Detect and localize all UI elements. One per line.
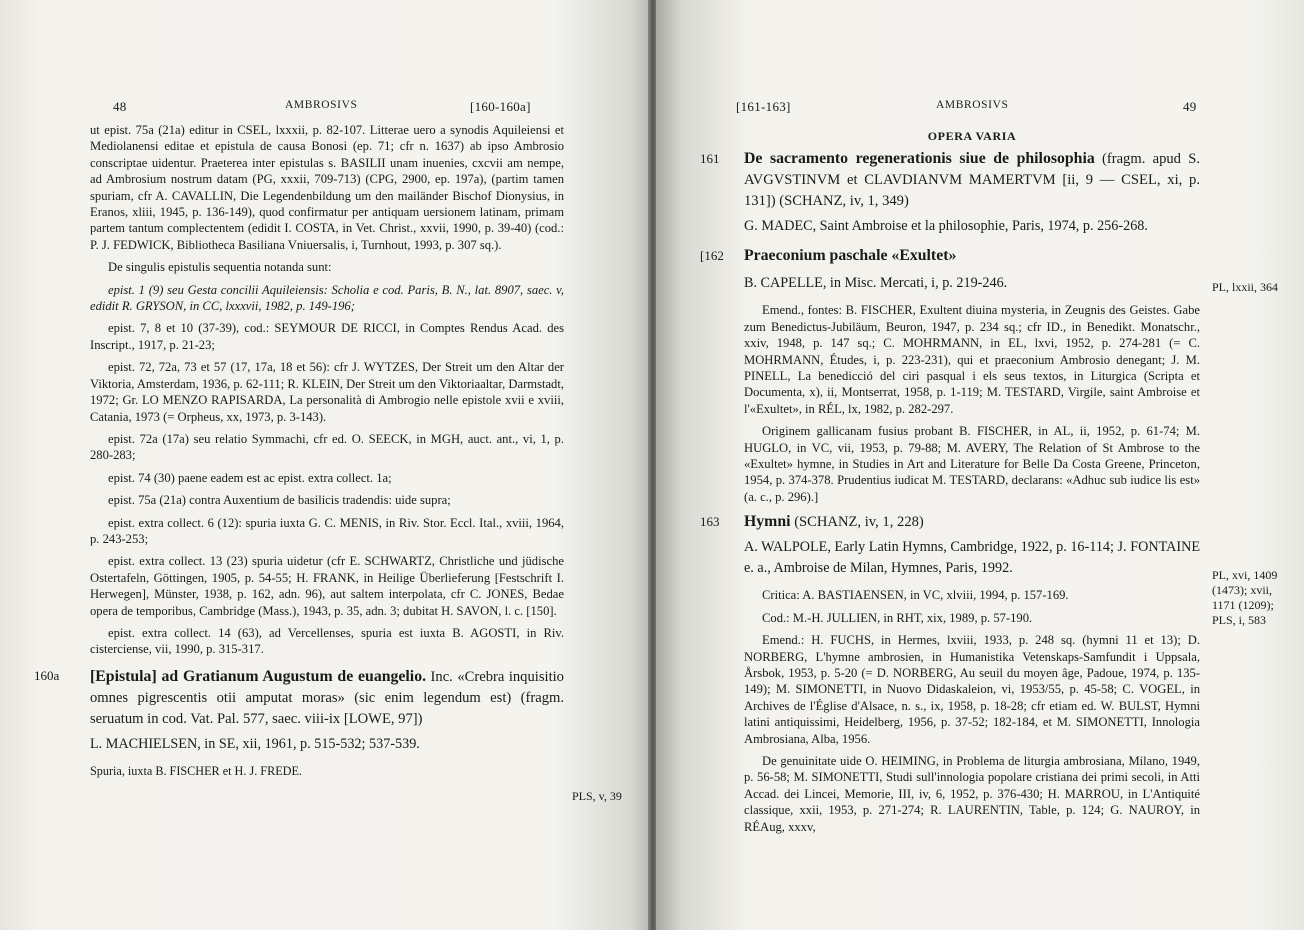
left-running-head: AMBROSIVS (285, 99, 358, 111)
entry-163 (700, 511, 1200, 835)
entry-title: Praeconium paschale «Exultet» (744, 247, 957, 265)
epist-note: epist. extra collect. 6 (12): spuria iuxta G. C. MENIS, in Riv. Stor. Eccl. Ital., xviii, 1964, p. 243-253; (90, 515, 564, 546)
entry-text: (SCHANZ, iv, 1, 228) (794, 514, 924, 531)
entry-title: De sacramento regenerationis siue de philosophia (744, 150, 1095, 168)
entry-title: Hymni (744, 513, 791, 531)
entry-emend: Emend.: H. FUCHS, in Hermes, lxviii, 1933, p. 248 sq. (hymni 11 et 13); D. NORBERG, L'hymne ambrosien, in Humanistika Vetenskaps-Samfundit i Uppsala, Årsbok, 1953, p. 5-20 (= D. NORBERG, Au seuil du moyen âge, Padoue, 1974, p. 135-149); M. SIMONETTI, in Nuovo Didaskaleion, vi, 1953/55, p. 45-58; C. VOGEL, in Archives de l'Église d'Alsace, n. s., ix, 1958, p. 18-28; cfr etiam ed. W. BULST, Hymni latini antiquissimi, Heidelberg, 1956, p. 37-52; 182-184, et M. SIMONETTI, Innologia Ambrosiana, Alba, 1956. (744, 633, 1200, 746)
entry-160a (34, 666, 564, 779)
entry-number: 161 (700, 151, 720, 167)
epist-note: epist. 72, 72a, 73 et 57 (17, 17a, 18 et 56): cfr J. WYTZES, Der Streit um den Altar der Viktoria, Amsterdam, 1936, p. 62-111; R. KLEIN, Der Streit um den Viktoriaaltar, Darmstadt, 1972; Gr. LO MENZO RAPISARDA, La personalità di Ambrogio nelle epistole xvii e xviii, Catania, 1973 (= Orpheus, xx, 1973, p. 3-143). (90, 360, 564, 424)
left-page (0, 0, 650, 930)
left-page-number: 48 (113, 99, 127, 114)
entry-genuin: De genuinitate uide O. HEIMING, in Problema de liturgia ambrosiana, Milano, 1949, p. 56-58; M. SIMONETTI, Studi sull'innologia popolare cristiana dei primi secoli, in Atti Accad. dei Lincei, Memorie, III, iv, 6, 1952, p. 376-430; H. MARROU, in L'Antiquité classique, xxii, 1953, p. 271-274; R. LAURENTIN, Table, p. 124; G. NAUROY, in RÉAug, xxxv, (744, 753, 1200, 834)
right-page (656, 0, 1304, 930)
left-column (34, 122, 564, 785)
right-page-number: 49 (1183, 99, 1197, 114)
entry-number: 160a (34, 667, 60, 683)
entry-title: [Epistula] ad Gratianum Augustum de euangelio. (90, 667, 427, 685)
entry-edition: G. MADEC, Saint Ambroise et la philosophie, Paris, 1974, p. 256-268. (744, 218, 1148, 235)
entry-cod: Cod.: M.-H. JULLIEN, in RHT, xix, 1989, p. 57-190. (762, 610, 1033, 625)
right-running-head: AMBROSIVS (936, 99, 1009, 111)
entry-heading (744, 511, 1200, 533)
entry-note: Spuria, iuxta B. FISCHER et H. J. FREDE. (90, 763, 302, 778)
entry-text: Inc. «Crebra inquisitio omnes pigrescentis otii amputat moras» (sic enim legendum est) (fragm. seruatum in cod. Vat. Pal. 577, saec. viii-ix [LOWE, 97]) (90, 668, 564, 727)
entry-emend: Emend., fontes: B. FISCHER, Exultent diuina mysteria, in Zeugnis des Geistes. Gabe zum Benedictus-Jubiläum, Beuron, 1947, p. 234 sq.; cfr ID., in Benedikt. Monatschr., xxiv, 1948, p. 147 sq.; C. MOHRMANN, in EL, lxvi, 1952, p. 274-281 (= C. MOHRMANN, Études, i, p. 223-231), qui et praeconium Ambrosio denegant; J. M. PINELL, La benedicció del ciri pasqual i els seus textos, in Liturgica (Scripta et Documenta, x), ii, Montserrat, 1958, p. 1-119; M. TESTARD, Virgile, saint Ambroise et l'«Exultet», in RÉL, lx, 1982, p. 282-297. (744, 303, 1200, 416)
paragraph: De singulis epistulis sequentia notanda sunt: (108, 260, 332, 275)
entry-origin: Originem gallicanam fusius probant B. FISCHER, in AL, ii, 1952, p. 61-74; M. HUGLO, in VC, vii, 1953, p. 79-88; M. AVERY, The Relation of St Ambrose to the «Exultet» hymne, in Studies in Art and Literature for Belle Da Costa Greene, Princeton, 1954, p. 374-378. Prudentius iudicat M. TESTARD, declarans: «Adhuc sub iudice lis est» (a. c., p. 296).] (744, 424, 1200, 504)
entry-number: 163 (700, 514, 720, 530)
epist-note: epist. extra collect. 13 (23) spuria uidetur (cfr E. SCHWARTZ, Christliche und jüdische Ostertafeln, Göttingen, 1905, p. 54-55; H. FRANK, in Heilige Überlieferung [Festschrift I. Herwegen], Münster, 1938, p. 162, adn. 96), aut saltem interpolata, cfr C. JONES, Bedae opera de temporibus, Cambridge (Mass.), 1943, p. 35, adn. 3; dubitat H. SAVON, l. c. [150]. (90, 554, 564, 618)
entry-heading (744, 245, 1200, 267)
section-title: OPERA VARIA (927, 129, 1017, 143)
epist-note: epist. 75a (21a) contra Auxentium de basilicis tradendis: uide supra; (108, 493, 451, 508)
paragraph: ut epist. 75a (21a) editur in CSEL, lxxxii, p. 82-107. Litterae uero a synodis Aquileiensi et Mediolanensi editae et epistula de causa Bonosi (ep. 71; cfr n. 1637) ab ipso Ambrosio conscriptae uidentur. Praeterea inter epistulas s. BASILII unam inuenies, cxcvii am nempe, ad Ambrosium nostrum datam (PG, xxxii, 709-713) (CPG, 2900, ep. 197a), (partim tamen spuriam, cfr A. CAVALLIN, Die Legendenbildung um den mailänder Bischof Dionysius, in Eranos, xliii, 1945, p. 136-149), quod confirmatur per antiquam uersionem latinam, primam partem tantum complectentem (edidit I. COSTA, in Vet. Christ., xxvii, 1990, p. 39-40) (cod.: P. J. FEDWICK, Bibliotheca Basiliana Vniuersalis, i, Turnhout, 1993, p. 307 sq.). (90, 123, 564, 252)
entry-edition: L. MACHIELSEN, in SE, xii, 1961, p. 515-532; 537-539. (90, 735, 420, 752)
right-page-range: [161-163] (736, 99, 791, 114)
entry-critica: Critica: A. BASTIAENSEN, in VC, xlviii, 1994, p. 157-169. (762, 588, 1069, 603)
entry-edition: B. CAPELLE, in Misc. Mercati, i, p. 219-246. (744, 275, 1008, 292)
left-page-range: [160-160a] (470, 99, 531, 114)
epist-note: epist. extra collect. 14 (63), ad Vercellenses, spuria est iuxta B. AGOSTI, in Riv. cisterciense, vii, 1990, p. 315-317. (90, 625, 564, 657)
entry-heading (744, 148, 1200, 212)
margin-ref-163: PL, xvi, 1409 (1473); xvii, 1171 (1209); PLS, i, 583 (1212, 568, 1278, 627)
entry-162 (700, 245, 1200, 505)
epist-note: epist. 74 (30) paene eadem est ac epist. extra collect. 1a; (108, 470, 392, 485)
epist-note: epist. 7, 8 et 10 (37-39), cod.: SEYMOUR DE RICCI, in Comptes Rendus Acad. des Inscript., 1917, p. 21-23; (90, 321, 564, 352)
epist-note: epist. 72a (17a) seu relatio Symmachi, cfr ed. O. SEECK, in MGH, auct. ant., vi, 1, p. 280-283; (90, 431, 564, 463)
bleed-through-left (12, 130, 82, 148)
entry-161 (700, 148, 1200, 237)
entry-heading (90, 666, 564, 730)
margin-ref-160a: PLS, v, 39 (572, 789, 622, 803)
entry-edition: A. WALPOLE, Early Latin Hymns, Cambridge, 1922, p. 16-114; J. FONTAINE e. a., Ambroise de Milan, Hymnes, Paris, 1992. (744, 539, 1200, 577)
entry-text: (fragm. apud S. AVGVSTINVM et CLAVDIANVM MAMERTVM [ii, 9 — CSEL, xi, p. 131]) (SCHANZ, iv, 1, 349) (744, 151, 1200, 210)
epist-note: epist. 1 (9) seu Gesta concilii Aquileiensis: Scholia e cod. Paris, B. N., lat. 8907, saec. v, edidit R. GRYSON, in CC, lxxxvii, 1982, p. 149-196; (90, 282, 564, 314)
margin-ref-162: PL, lxxii, 364 (1212, 280, 1279, 294)
entry-number: [162 (700, 248, 724, 264)
right-column (700, 124, 1200, 841)
